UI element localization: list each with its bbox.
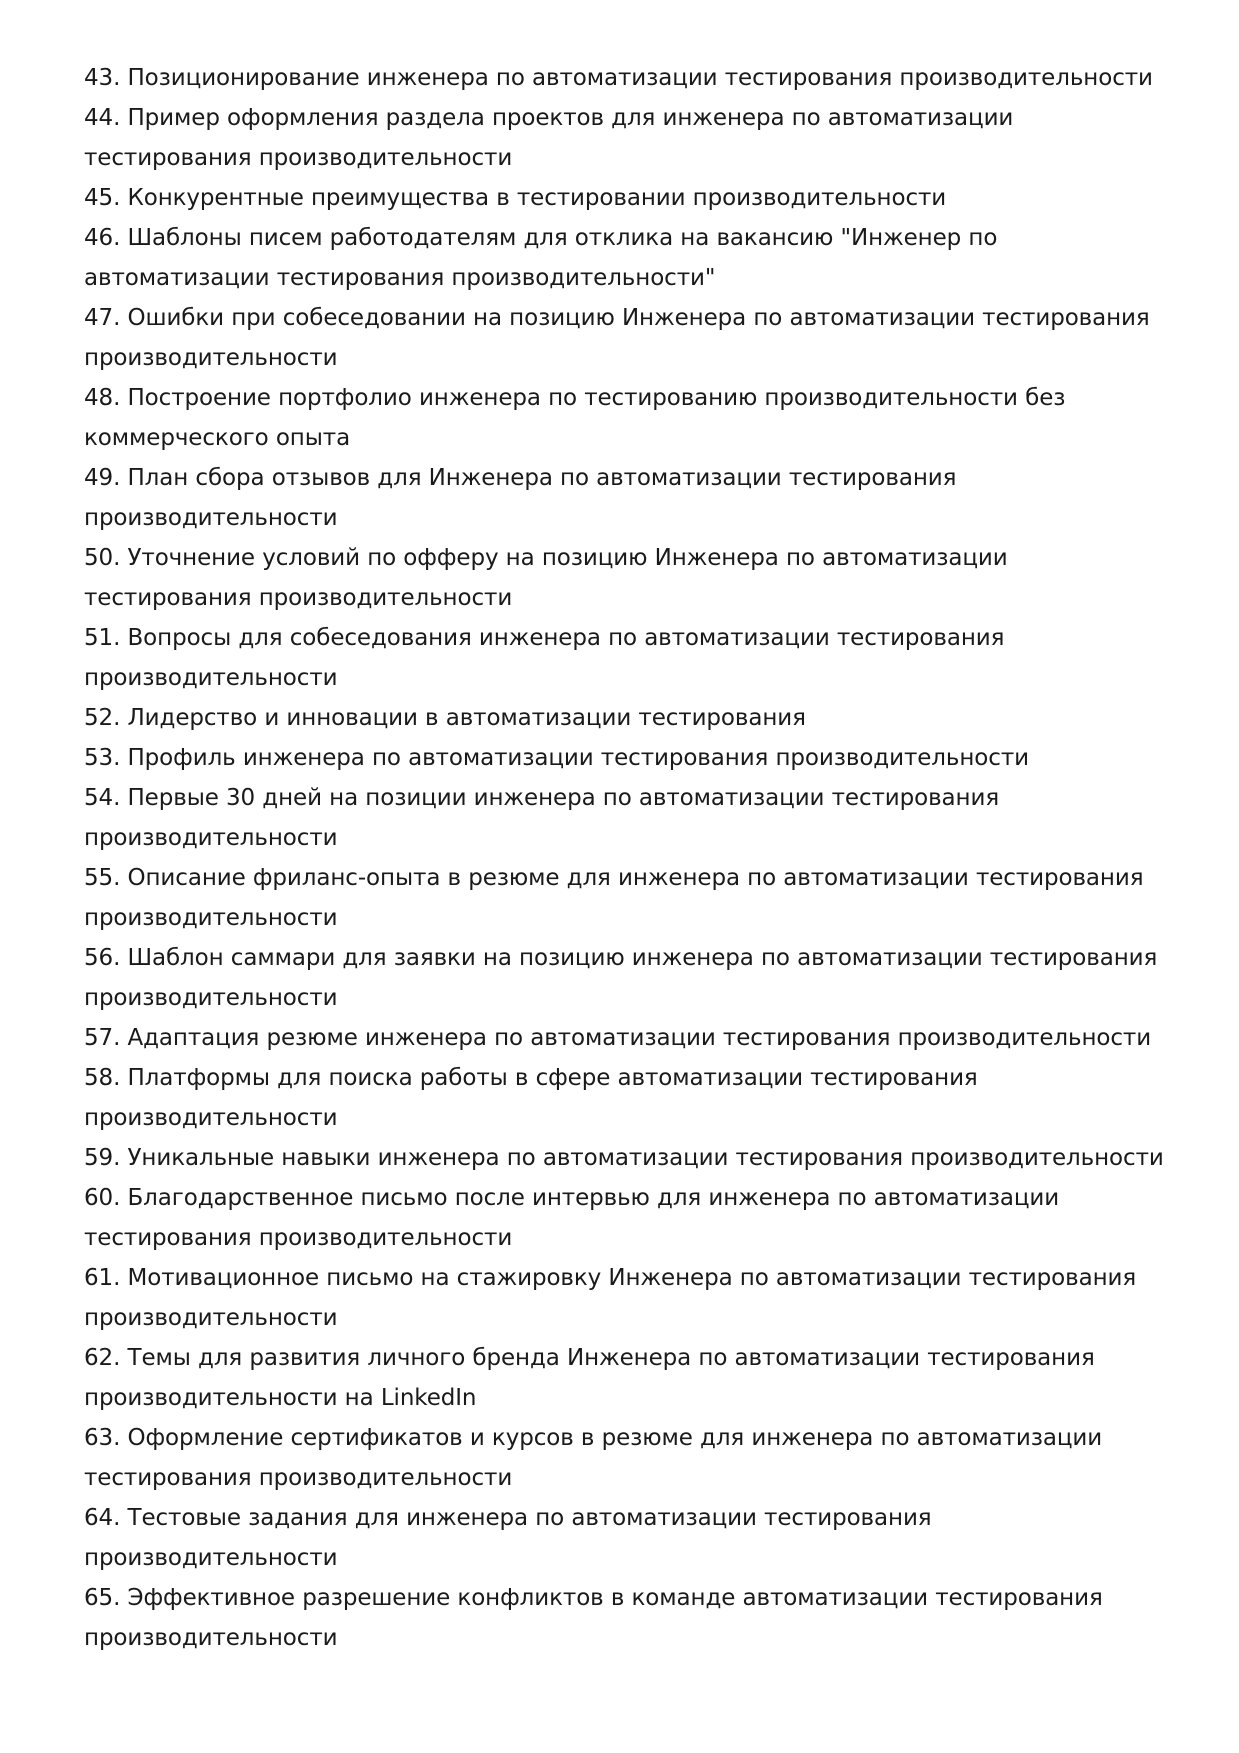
- list-item: 47. Ошибки при собеседовании на позицию Инженера по автоматизации тестирования производительности: [84, 305, 1150, 371]
- list-item: 43. Позиционирование инженера по автоматизации тестирования производительности: [84, 65, 1153, 91]
- list-item: 60. Благодарственное письмо после интервью для инженера по автоматизации тестирования производительности: [84, 1185, 1060, 1251]
- list-item: 50. Уточнение условий по офферу на позицию Инженера по автоматизации тестирования производительности: [84, 545, 1008, 611]
- list-item: 61. Мотивационное письмо на стажировку Инженера по автоматизации тестирования производительности: [84, 1265, 1137, 1331]
- list-item: 51. Вопросы для собеседования инженера по автоматизации тестирования производительности: [84, 625, 1005, 691]
- list-item: 56. Шаблон саммари для заявки на позицию инженера по автоматизации тестирования производительности: [84, 945, 1158, 1011]
- list-item: 49. План сбора отзывов для Инженера по автоматизации тестирования производительности: [84, 465, 957, 531]
- list-item: 59. Уникальные навыки инженера по автоматизации тестирования производительности: [84, 1145, 1164, 1171]
- list-item: 58. Платформы для поиска работы в сфере автоматизации тестирования производительности: [84, 1065, 978, 1131]
- list-item: 62. Темы для развития личного бренда Инженера по автоматизации тестирования производительности на LinkedIn: [84, 1345, 1095, 1411]
- list-item: 44. Пример оформления раздела проектов для инженера по автоматизации тестирования производительности: [84, 105, 1014, 171]
- list-item: 55. Описание фриланс-опыта в резюме для инженера по автоматизации тестирования производительности: [84, 865, 1144, 931]
- list-item: 53. Профиль инженера по автоматизации тестирования производительности: [84, 745, 1029, 771]
- list-item: 46. Шаблоны писем работодателям для отклика на вакансию "Инженер по автоматизации тестирования производительности": [84, 225, 998, 291]
- list-item: 64. Тестовые задания для инженера по автоматизации тестирования производительности: [84, 1505, 932, 1571]
- list-item: 48. Построение портфолио инженера по тестированию производительности без коммерческого опыта: [84, 385, 1066, 451]
- document-body: [84, 58, 1164, 1658]
- list-item: 54. Первые 30 дней на позиции инженера по автоматизации тестирования производительности: [84, 785, 1000, 851]
- list-item: 63. Оформление сертификатов и курсов в резюме для инженера по автоматизации тестирования производительности: [84, 1425, 1103, 1491]
- list-item: 57. Адаптация резюме инженера по автоматизации тестирования производительности: [84, 1025, 1152, 1051]
- list-item: 65. Эффективное разрешение конфликтов в команде автоматизации тестирования производительности: [84, 1585, 1103, 1651]
- list-item: 45. Конкурентные преимущества в тестировании производительности: [84, 185, 947, 211]
- list-item: 52. Лидерство и инновации в автоматизации тестирования: [84, 705, 806, 731]
